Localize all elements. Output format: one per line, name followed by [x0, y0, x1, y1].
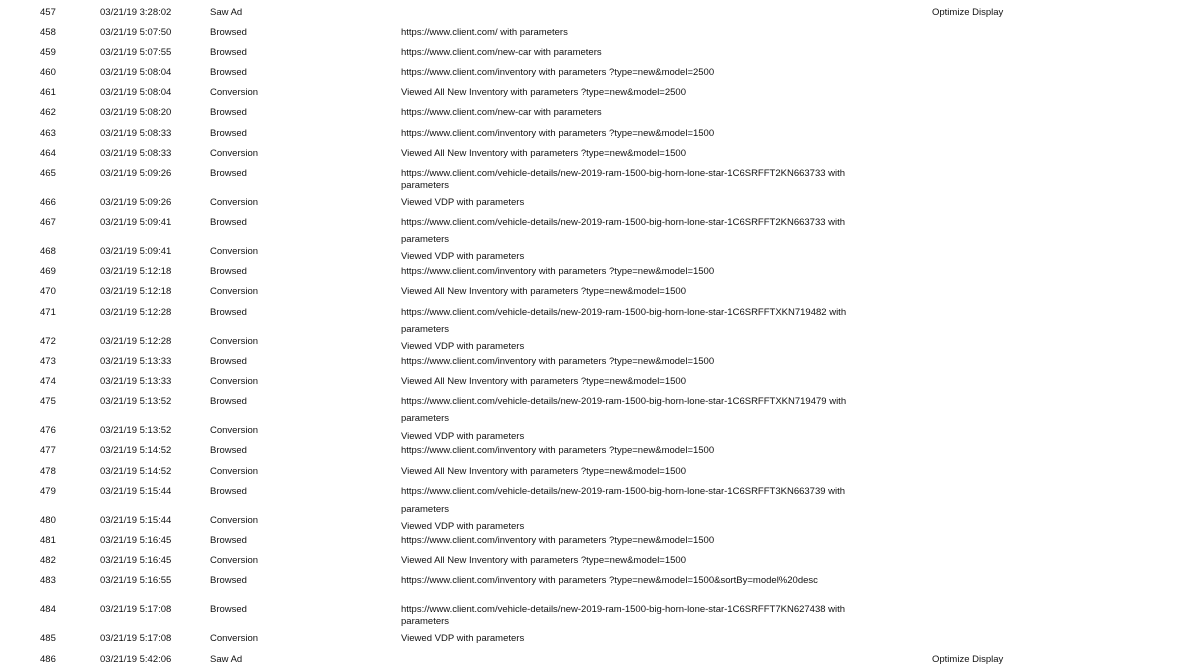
row-detail [401, 47, 881, 59]
row-event-type: Conversion [210, 466, 259, 477]
row-detail-continuation: parameters [401, 180, 450, 191]
row-id: 482 [40, 555, 56, 566]
row-timestamp: 03/21/19 5:42:06 [100, 654, 172, 665]
row-detail-line: Viewed VDP with parameters [401, 521, 525, 532]
row-id: 457 [40, 7, 56, 18]
row-timestamp: 03/21/19 5:08:33 [100, 148, 172, 159]
row-timestamp: 03/21/19 5:09:41 [100, 217, 172, 228]
row-id: 463 [40, 128, 56, 139]
row-event-type: Conversion [210, 148, 259, 159]
row-timestamp: 03/21/19 5:09:26 [100, 197, 172, 208]
row-detail [401, 486, 881, 516]
row-id: 472 [40, 336, 56, 347]
row-placement: Optimize Display [932, 7, 1004, 18]
row-timestamp: 03/21/19 5:08:33 [100, 128, 172, 139]
row-event-type: Browsed [210, 168, 247, 179]
row-detail [401, 376, 881, 388]
row-detail [401, 286, 881, 298]
row-timestamp: 03/21/19 5:07:55 [100, 47, 172, 58]
row-detail-line: https://www.client.com/new-car with parameters [401, 47, 602, 58]
row-detail [401, 128, 881, 140]
row-timestamp: 03/21/19 5:16:45 [100, 535, 172, 546]
row-event-type: Browsed [210, 266, 247, 277]
row-detail [401, 87, 881, 99]
row-detail [401, 521, 881, 533]
row-detail [401, 197, 881, 209]
row-detail [401, 633, 881, 645]
row-id: 469 [40, 266, 56, 277]
row-detail-line: https://www.client.com/vehicle-details/new-2019-ram-1500-big-horn-lone-star-1C6SRFFT2KN663733 with [401, 217, 846, 228]
row-detail-line: Viewed All New Inventory with parameters ?type=new&model=1500 [401, 286, 686, 297]
row-id: 479 [40, 486, 56, 497]
row-id: 477 [40, 445, 56, 456]
row-id: 481 [40, 535, 56, 546]
row-timestamp: 03/21/19 5:16:55 [100, 575, 172, 586]
row-detail [401, 575, 881, 587]
row-timestamp: 03/21/19 5:16:45 [100, 555, 172, 566]
row-detail-line: Viewed VDP with parameters [401, 197, 525, 208]
row-id: 484 [40, 604, 56, 615]
row-timestamp: 03/21/19 5:13:52 [100, 396, 172, 407]
row-timestamp: 03/21/19 5:14:52 [100, 445, 172, 456]
row-event-type: Browsed [210, 575, 247, 586]
row-detail [401, 604, 881, 628]
row-detail-line: https://www.client.com/inventory with parameters ?type=new&model=2500 [401, 67, 715, 78]
row-id: 464 [40, 148, 56, 159]
row-event-type: Browsed [210, 67, 247, 78]
row-id: 460 [40, 67, 56, 78]
row-detail [401, 148, 881, 160]
row-timestamp: 03/21/19 5:17:08 [100, 604, 172, 615]
row-timestamp: 03/21/19 5:15:44 [100, 515, 172, 526]
row-event-type: Browsed [210, 396, 247, 407]
row-id: 462 [40, 107, 56, 118]
row-id: 458 [40, 27, 56, 38]
row-timestamp: 03/21/19 5:09:41 [100, 246, 172, 257]
row-event-type: Conversion [210, 633, 259, 644]
row-timestamp: 03/21/19 5:14:52 [100, 466, 172, 477]
row-detail-continuation: parameters [401, 504, 450, 515]
row-detail-line: Viewed VDP with parameters [401, 633, 525, 644]
row-detail-line: Viewed All New Inventory with parameters ?type=new&model=1500 [401, 555, 686, 566]
row-event-type: Conversion [210, 246, 259, 257]
row-timestamp: 03/21/19 5:12:18 [100, 266, 172, 277]
row-id: 468 [40, 246, 56, 257]
row-event-type: Conversion [210, 425, 259, 436]
row-id: 486 [40, 654, 56, 665]
row-detail-continuation: parameters [401, 234, 450, 245]
row-detail [401, 251, 881, 263]
row-detail-continuation: parameters [401, 324, 450, 335]
row-timestamp: 03/21/19 5:17:08 [100, 633, 172, 644]
row-event-type: Browsed [210, 27, 247, 38]
row-detail-line: https://www.client.com/vehicle-details/new-2019-ram-1500-big-horn-lone-star-1C6SRFFT2KN663733 with [401, 168, 846, 179]
row-detail [401, 535, 881, 547]
row-event-type: Browsed [210, 307, 247, 318]
row-detail-continuation: parameters [401, 413, 450, 424]
row-timestamp: 03/21/19 5:15:44 [100, 486, 172, 497]
row-id: 470 [40, 286, 56, 297]
row-detail-line: https://www.client.com/inventory with parameters ?type=new&model=1500 [401, 128, 715, 139]
row-detail [401, 217, 881, 246]
row-event-type: Conversion [210, 87, 259, 98]
row-detail-line: https://www.client.com/inventory with parameters ?type=new&model=1500&sortBy=model%20desc [401, 575, 818, 586]
row-detail-line: https://www.client.com/vehicle-details/new-2019-ram-1500-big-horn-lone-star-1C6SRFFT3KN663739 with [401, 486, 846, 497]
row-detail-line: Viewed All New Inventory with parameters ?type=new&model=1500 [401, 376, 686, 387]
row-detail [401, 555, 881, 567]
row-timestamp: 03/21/19 5:08:04 [100, 87, 172, 98]
row-detail [401, 445, 881, 457]
row-timestamp: 03/21/19 5:12:28 [100, 336, 172, 347]
row-event-type: Browsed [210, 486, 247, 497]
row-detail-line: Viewed VDP with parameters [401, 251, 525, 262]
row-event-type: Conversion [210, 376, 259, 387]
row-timestamp: 03/21/19 5:12:18 [100, 286, 172, 297]
row-event-type: Browsed [210, 445, 247, 456]
row-timestamp: 03/21/19 3:28:02 [100, 7, 172, 18]
row-detail-line: Viewed All New Inventory with parameters ?type=new&model=2500 [401, 87, 686, 98]
row-event-type: Browsed [210, 217, 247, 228]
row-detail [401, 107, 881, 119]
row-timestamp: 03/21/19 5:08:04 [100, 67, 172, 78]
row-timestamp: 03/21/19 5:07:50 [100, 27, 172, 38]
row-detail [401, 67, 881, 79]
row-timestamp: 03/21/19 5:13:52 [100, 425, 172, 436]
row-detail [401, 341, 881, 353]
row-detail-line: Viewed All New Inventory with parameters ?type=new&model=1500 [401, 466, 686, 477]
row-event-type: Browsed [210, 128, 247, 139]
row-id: 475 [40, 396, 56, 407]
row-detail-line: https://www.client.com/vehicle-details/new-2019-ram-1500-big-horn-lone-star-1C6SRFFTXKN719482 with [401, 307, 847, 318]
row-id: 465 [40, 168, 56, 179]
row-detail-line: Viewed VDP with parameters [401, 431, 525, 442]
row-detail-line: https://www.client.com/vehicle-details/new-2019-ram-1500-big-horn-lone-star-1C6SRFFT7KN627438 with [401, 604, 846, 615]
row-placement: Optimize Display [932, 654, 1004, 665]
row-id: 466 [40, 197, 56, 208]
row-event-type: Conversion [210, 515, 259, 526]
row-timestamp: 03/21/19 5:12:28 [100, 307, 172, 318]
row-detail-line: https://www.client.com/ with parameters [401, 27, 568, 38]
row-event-type: Browsed [210, 47, 247, 58]
row-detail-continuation: parameters [401, 616, 450, 627]
row-timestamp: 03/21/19 5:09:26 [100, 168, 172, 179]
row-detail-line: Viewed VDP with parameters [401, 341, 525, 352]
row-detail [401, 431, 881, 443]
row-detail-line: https://www.client.com/new-car with parameters [401, 107, 602, 118]
row-id: 485 [40, 633, 56, 644]
row-id: 461 [40, 87, 56, 98]
row-detail [401, 168, 881, 192]
row-id: 476 [40, 425, 56, 436]
row-event-type: Conversion [210, 336, 259, 347]
row-event-type: Saw Ad [210, 7, 243, 18]
row-detail [401, 356, 881, 368]
row-timestamp: 03/21/19 5:13:33 [100, 376, 172, 387]
row-event-type: Browsed [210, 535, 247, 546]
row-detail [401, 466, 881, 478]
row-detail [401, 396, 881, 425]
row-id: 474 [40, 376, 56, 387]
row-id: 483 [40, 575, 56, 586]
row-detail-line: https://www.client.com/vehicle-details/new-2019-ram-1500-big-horn-lone-star-1C6SRFFTXKN719479 with [401, 396, 847, 407]
row-event-type: Saw Ad [210, 654, 243, 665]
row-detail-line: Viewed All New Inventory with parameters ?type=new&model=1500 [401, 148, 686, 159]
row-event-type: Conversion [210, 197, 259, 208]
row-event-type: Browsed [210, 107, 247, 118]
row-detail [401, 27, 881, 39]
row-event-type: Browsed [210, 604, 247, 615]
row-event-type: Conversion [210, 555, 259, 566]
row-detail-line: https://www.client.com/inventory with parameters ?type=new&model=1500 [401, 535, 715, 546]
row-timestamp: 03/21/19 5:08:20 [100, 107, 172, 118]
row-detail [401, 266, 881, 278]
row-event-type: Conversion [210, 286, 259, 297]
row-event-type: Browsed [210, 356, 247, 367]
row-id: 478 [40, 466, 56, 477]
row-detail [401, 307, 881, 336]
row-id: 467 [40, 217, 56, 228]
row-detail-line: https://www.client.com/inventory with parameters ?type=new&model=1500 [401, 356, 715, 367]
row-id: 473 [40, 356, 56, 367]
row-id: 459 [40, 47, 56, 58]
row-timestamp: 03/21/19 5:13:33 [100, 356, 172, 367]
row-id: 471 [40, 307, 56, 318]
row-detail-line: https://www.client.com/inventory with parameters ?type=new&model=1500 [401, 445, 715, 456]
row-id: 480 [40, 515, 56, 526]
row-detail-line: https://www.client.com/inventory with parameters ?type=new&model=1500 [401, 266, 715, 277]
